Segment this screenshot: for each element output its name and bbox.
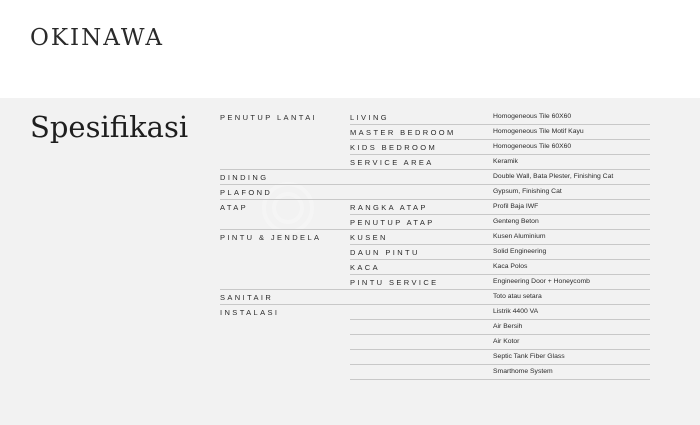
spec-category: PINTU & JENDELA	[220, 233, 322, 242]
spec-subcategory: PENUTUP ATAP	[350, 218, 435, 227]
spec-row	[220, 170, 650, 185]
spec-category: PLAFOND	[220, 188, 273, 197]
spec-row	[220, 335, 650, 350]
spec-subcategory: KACA	[350, 263, 381, 272]
spec-value: Kaca Polos	[493, 263, 528, 270]
spec-value: Double Wall, Bata Plester, Finishing Cat	[493, 173, 614, 180]
spec-subcategory: RANGKA ATAP	[350, 203, 428, 212]
spec-row	[220, 200, 650, 215]
spec-subcategory: DAUN PINTU	[350, 248, 420, 257]
spec-row	[220, 125, 650, 140]
spec-value: Smarthome System	[493, 368, 553, 375]
brand-logo: OKINAWA	[30, 25, 165, 51]
spec-value: Solid Engineering	[493, 248, 547, 255]
spec-subcategory: PINTU SERVICE	[350, 278, 439, 287]
spec-row	[220, 215, 650, 230]
spec-value: Homogeneous Tile 60X60	[493, 113, 572, 120]
spec-value: Engineering Door + Honeycomb	[493, 278, 590, 285]
spec-category: PENUTUP LANTAI	[220, 113, 318, 122]
spec-value: Keramik	[493, 158, 518, 165]
spec-value: Genteng Beton	[493, 218, 539, 225]
spec-category: SANITAIR	[220, 293, 274, 302]
spec-value: Toto atau setara	[493, 293, 542, 300]
spec-row	[220, 230, 650, 245]
spec-value: Homogeneous Tile Motif Kayu	[493, 128, 584, 135]
spec-value: Homogeneous Tile 60X60	[493, 143, 572, 150]
spec-value: Gypsum, Finishing Cat	[493, 188, 562, 195]
spec-row	[220, 320, 650, 335]
spec-table	[220, 110, 650, 380]
row-divider	[350, 379, 650, 380]
spec-category: INSTALASI	[220, 308, 280, 317]
spec-row	[220, 155, 650, 170]
spec-row	[220, 245, 650, 260]
spec-category: ATAP	[220, 203, 249, 212]
spec-category: DINDING	[220, 173, 269, 182]
spec-value: Septic Tank Fiber Glass	[493, 353, 565, 360]
spec-value: Profil Baja IWF	[493, 203, 539, 210]
spec-row	[220, 350, 650, 365]
spec-row	[220, 110, 650, 125]
spec-row	[220, 185, 650, 200]
spec-subcategory: MASTER BEDROOM	[350, 128, 456, 137]
spec-value: Air Bersih	[493, 323, 523, 330]
spec-row	[220, 260, 650, 275]
spec-row	[220, 305, 650, 320]
spec-subcategory: KUSEN	[350, 233, 388, 242]
spec-value: Listrik 4400 VA	[493, 308, 539, 315]
section-title: Spesifikasi	[30, 110, 189, 144]
spec-value: Air Kotor	[493, 338, 520, 345]
header-area	[0, 0, 700, 98]
spec-row	[220, 275, 650, 290]
spec-subcategory: LIVING	[350, 113, 389, 122]
spec-value: Kusen Aluminium	[493, 233, 546, 240]
spec-subcategory: SERVICE AREA	[350, 158, 434, 167]
spec-subcategory: KIDS BEDROOM	[350, 143, 438, 152]
spec-row	[220, 365, 650, 380]
spec-row	[220, 290, 650, 305]
spec-row	[220, 140, 650, 155]
